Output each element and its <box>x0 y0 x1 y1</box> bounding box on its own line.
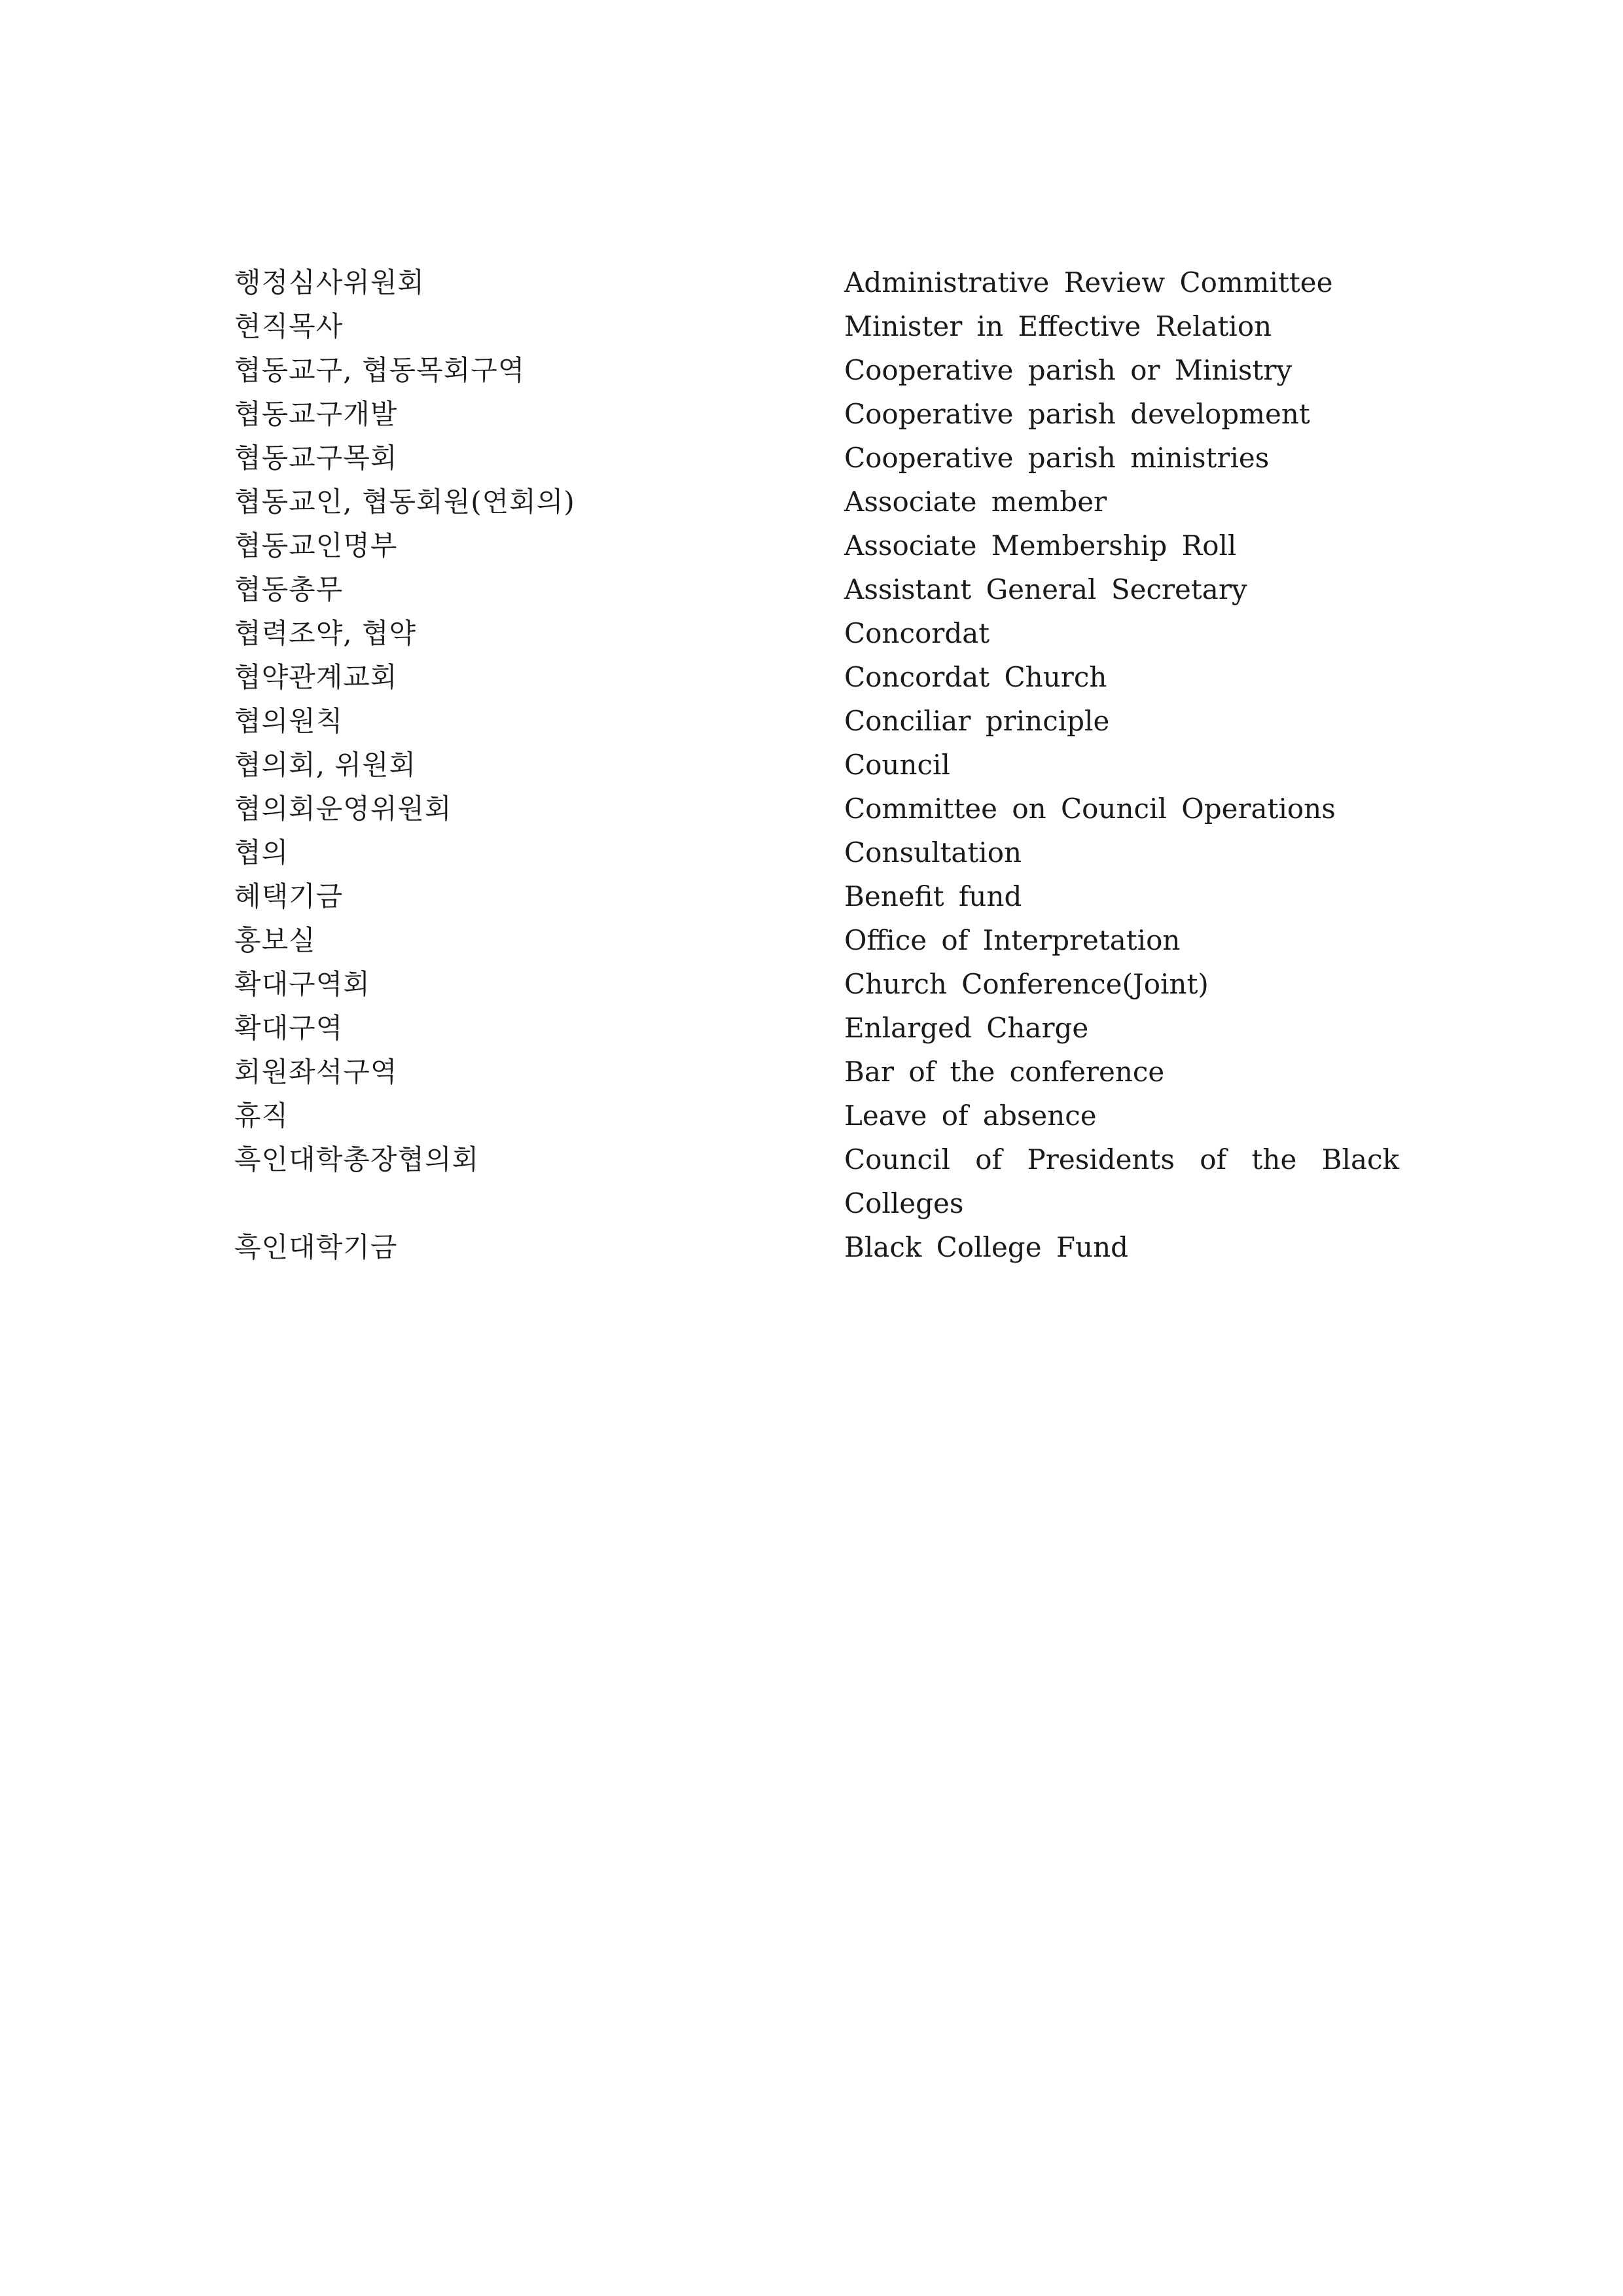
english-term: Committee on Council Operations <box>844 793 1336 825</box>
english-term: Concordat <box>844 617 990 649</box>
glossary-entry <box>234 392 1399 436</box>
glossary-entry <box>234 1225 1399 1269</box>
korean-term: 협력조약, 협약 <box>234 617 417 649</box>
glossary-entry <box>234 1094 1399 1138</box>
korean-term: 협동교인, 협동회원(연회의) <box>234 486 575 518</box>
glossary-entry <box>234 567 1399 611</box>
glossary-entry <box>234 655 1399 699</box>
english-term: Consultation <box>844 836 1022 869</box>
english-term: Enlarged Charge <box>844 1012 1089 1044</box>
korean-term: 협의회운영위원회 <box>234 793 452 825</box>
glossary-entry <box>234 787 1399 831</box>
english-term: Assistant General Secretary <box>844 573 1247 605</box>
english-term: Council of Presidents of the Black Colleges <box>844 1143 1399 1219</box>
glossary-entry <box>234 348 1399 392</box>
korean-term: 회원좌석구역 <box>234 1056 398 1088</box>
korean-term: 협의원칙 <box>234 705 344 737</box>
english-term: Concordat Church <box>844 661 1107 693</box>
glossary-entry <box>234 611 1399 655</box>
glossary-entry <box>234 260 1399 304</box>
glossary-entry <box>234 918 1399 962</box>
korean-term: 협동교구개발 <box>234 398 398 430</box>
korean-term: 흑인대학총장협의회 <box>234 1143 480 1175</box>
korean-term: 확대구역 <box>234 1012 344 1044</box>
english-term: Black College Fund <box>844 1231 1129 1263</box>
glossary-entry <box>234 480 1399 524</box>
korean-term: 협동교구, 협동목회구역 <box>234 354 526 386</box>
english-term: Associate Membership Roll <box>844 529 1237 562</box>
korean-term: 혜택기금 <box>234 880 344 912</box>
english-term: Bar of the conference <box>844 1056 1165 1088</box>
english-term: Cooperative parish development <box>844 398 1310 430</box>
english-term: Cooperative parish ministries <box>844 442 1270 474</box>
english-term: Conciliar principle <box>844 705 1110 737</box>
korean-term: 확대구역회 <box>234 968 370 1000</box>
glossary-entry <box>234 699 1399 743</box>
glossary-entry <box>234 962 1399 1006</box>
english-term: Council <box>844 749 950 781</box>
english-term: Minister in Effective Relation <box>844 310 1272 342</box>
english-term: Church Conference(Joint) <box>844 968 1209 1000</box>
korean-term: 휴직 <box>234 1100 289 1132</box>
glossary-entry <box>234 1006 1399 1050</box>
korean-term: 행정심사위원회 <box>234 266 425 298</box>
korean-term: 협의회, 위원회 <box>234 749 417 781</box>
korean-term: 협동교구목회 <box>234 442 398 474</box>
korean-term: 홍보실 <box>234 924 316 956</box>
glossary-entry <box>234 524 1399 567</box>
glossary-entry <box>234 831 1399 874</box>
korean-term: 협동총무 <box>234 573 344 605</box>
english-term: Associate member <box>844 486 1107 518</box>
english-term: Cooperative parish or Ministry <box>844 354 1293 386</box>
glossary-entry <box>234 1138 1399 1225</box>
glossary-entry <box>234 743 1399 787</box>
english-term: Leave of absence <box>844 1100 1097 1132</box>
glossary-entry <box>234 304 1399 348</box>
english-term: Office of Interpretation <box>844 924 1181 956</box>
glossary-entry <box>234 874 1399 918</box>
korean-term: 흑인대학기금 <box>234 1231 398 1263</box>
korean-term: 현직목사 <box>234 310 344 342</box>
glossary-entry <box>234 436 1399 480</box>
korean-term: 협의 <box>234 836 289 869</box>
english-term: Benefit fund <box>844 880 1022 912</box>
english-term: Administrative Review Committee <box>844 266 1333 298</box>
glossary-list <box>234 260 1399 1269</box>
korean-term: 협약관계교회 <box>234 661 398 693</box>
glossary-entry <box>234 1050 1399 1094</box>
korean-term: 협동교인명부 <box>234 529 398 562</box>
